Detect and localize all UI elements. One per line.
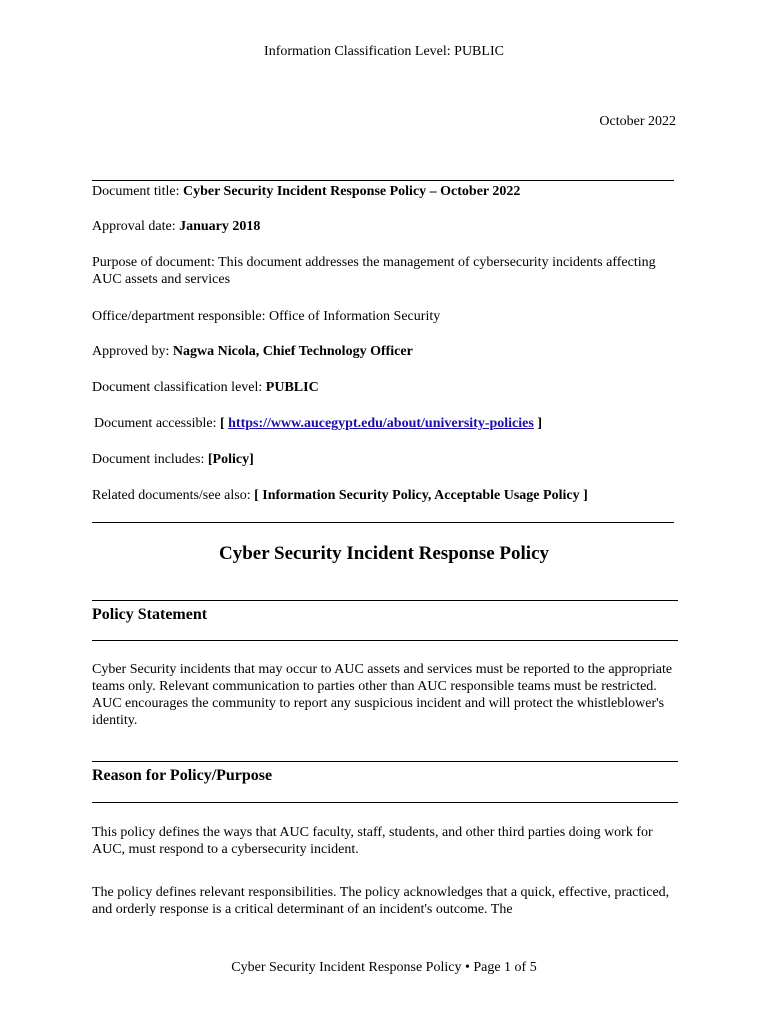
policy-statement-paragraph: Cyber Security incidents that may occur to AUC assets and services must be reported to the appropriate teams only. Relevant communication to parties other than AUC responsible teams must be restricted. AUC encourages the community to report any suspicious incident and will protect the whistleblower's identity. (92, 662, 673, 728)
section-heading-reason: Reason for Policy/Purpose (92, 767, 273, 784)
page-footer: Cyber Security Incident Response Policy • Page 1 of 5 (231, 960, 537, 975)
classification-header: Information Classification Level: PUBLIC (264, 44, 504, 59)
divider-section-1-top (92, 600, 678, 601)
approved-by-label: Approved by: (92, 344, 173, 359)
divider-top (92, 180, 674, 181)
document-date: October 2022 (599, 114, 676, 129)
section-heading-policy-statement: Policy Statement (92, 606, 208, 623)
reason-paragraph-2: The policy defines relevant responsibilities. The policy acknowledges that a quick, effective, practiced, and orderly response is a critical determinant of an incident's outcome. The (92, 885, 670, 917)
divider-section-1-bottom (92, 640, 678, 641)
document-title-value: Cyber Security Incident Response Policy – October 2022 (182, 184, 521, 199)
includes-row (92, 451, 254, 468)
approval-date-value: January 2018 (179, 219, 261, 234)
office-label: Office/department responsible: (92, 309, 270, 324)
related-label: Related documents/see also: (92, 488, 255, 503)
related-value: [ Information Security Policy, Acceptable Usage Policy ] (254, 488, 588, 503)
policy-title: Cyber Security Incident Response Policy (218, 543, 550, 564)
includes-value: [Policy] (207, 452, 254, 467)
accessible-label: Document accessible: (94, 416, 220, 431)
divider-section-2-bottom (92, 802, 678, 803)
purpose-value: This document addresses the management of cybersecurity incidents affecting AUC assets and services (92, 255, 656, 287)
divider-meta-bottom (92, 522, 674, 523)
document-title-row (92, 183, 520, 200)
approved-by-row (92, 343, 413, 360)
purpose-row (92, 254, 682, 288)
office-row (92, 308, 440, 325)
approved-by-value: Nagwa Nicola, Chief Technology Officer (172, 344, 413, 359)
accessible-close-bracket: ] (533, 416, 542, 431)
classification-value: PUBLIC (265, 380, 319, 395)
classification-row (92, 379, 319, 396)
approval-date-label: Approval date: (92, 219, 180, 234)
document-title-label: Document title: (92, 184, 183, 199)
reason-paragraph-1: This policy defines the ways that AUC faculty, staff, students, and other third parties doing work for AUC, must respond to a cybersecurity incident. (92, 825, 653, 857)
purpose-label: Purpose of document: (92, 255, 219, 270)
policies-link[interactable]: https://www.aucegypt.edu/about/university-policies (228, 416, 534, 431)
classification-label: Document classification level: (92, 380, 266, 395)
includes-label: Document includes: (92, 452, 208, 467)
related-row (92, 487, 588, 504)
accessible-row (94, 415, 542, 432)
office-value: Office of Information Security (269, 309, 441, 324)
approval-date-row (92, 218, 260, 235)
accessible-open-bracket: [ (219, 416, 229, 431)
divider-section-2-top (92, 761, 678, 762)
